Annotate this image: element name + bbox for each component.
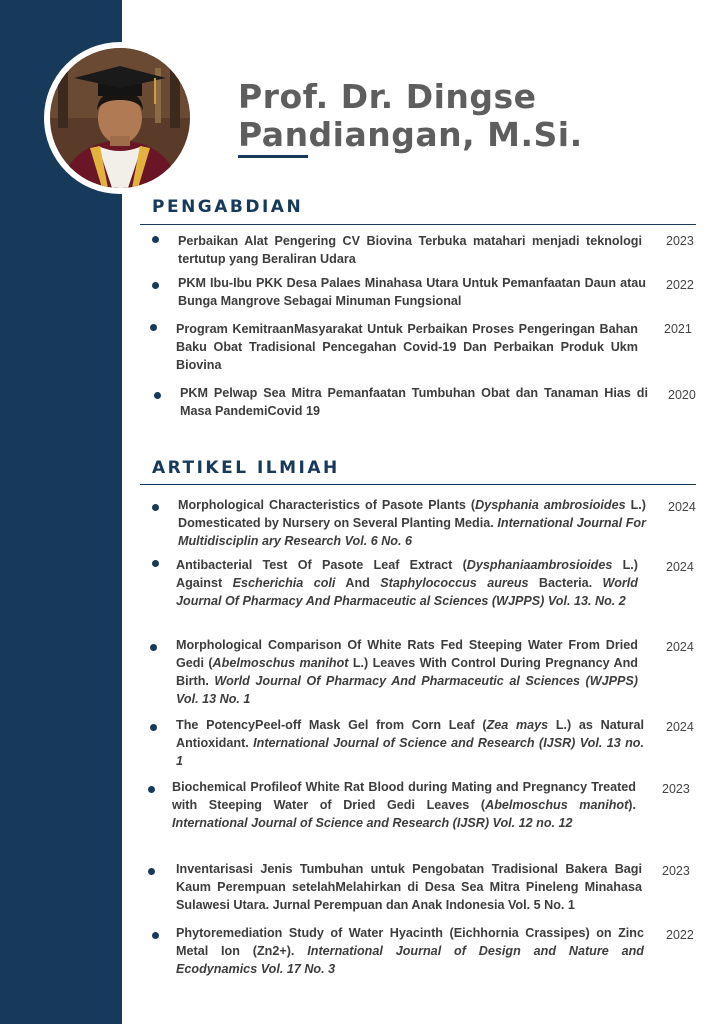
entry-text: Program KemitraanMasyarakat Untuk Perbaikan Proses Pengeringan Bahan Baku Obat Tradisional Pencegahan Covid-19 Dan Perbaikan Produk Ukm Biovina (176, 322, 638, 372)
section-divider (140, 484, 696, 485)
entry-year: 2023 (662, 782, 690, 796)
section-title-artikel: ARTIKEL ILMIAH (152, 458, 340, 478)
bullet-icon (148, 868, 155, 875)
name-line-1: Prof. Dr. Dingse (238, 77, 537, 116)
entry-text-run: Bacteria. (528, 576, 603, 590)
entry-text-italic: World Journal Of Pharmacy And Pharmaceutic al Sciences (WJPPS) Vol. 13. No. 2 (176, 576, 638, 608)
entry-year: 2024 (666, 560, 694, 574)
entry-text-run: L.) Domesticated by Nursery on Several Planting Media. (178, 498, 646, 530)
entry-text-italic: Escherichia coli (232, 576, 336, 590)
entry-year: 2023 (666, 234, 694, 248)
entry-year: 2022 (666, 278, 694, 292)
entry-text-run: The PotencyPeel-off Mask Gel from Corn Leaf ( (176, 718, 487, 732)
entry-text-italic: Abelmoschus manihot (485, 798, 629, 812)
entry-text-run: L.) as Natural Antioxidant. (176, 718, 644, 750)
entry-year: 2023 (662, 864, 690, 878)
entry-year: 2020 (668, 388, 696, 402)
entry-text (176, 556, 638, 610)
entry-text-italic: Dysphania ambrosioides (475, 498, 626, 512)
entry-text-run: Antibacterial Test Of Pasote Leaf Extract ( (176, 558, 467, 572)
entry-text-run: L.) Against (176, 558, 638, 590)
entry-text (172, 778, 636, 832)
entry-text-run: Morphological Comparison Of White Rats Fed Steeping Water From Dried Gedi ( (176, 638, 638, 670)
bullet-icon (152, 236, 159, 243)
bullet-icon (150, 324, 157, 331)
entry-text-run: And (335, 576, 381, 590)
entry-text-run: Phytoremediation Study of Water Hyacinth (Eichhornia Crassipes) on Zinc Metal Ion (Zn2+). (176, 926, 644, 958)
bullet-icon (148, 786, 155, 793)
profile-photo (50, 48, 190, 188)
entry-text (176, 924, 644, 978)
entry-text (178, 496, 646, 550)
entry-year: 2024 (666, 720, 694, 734)
entry-text-italic: Abelmoschus manihot (212, 656, 349, 670)
entry-text-italic: Zea mays (486, 718, 549, 732)
section-title-pengabdian: PENGABDIAN (152, 197, 304, 217)
bullet-icon (154, 392, 161, 399)
entry-text-run: Inventarisasi Jenis Tumbuhan untuk Pengobatan Tradisional Bakera Bagi Kaum Perempuan setelahMelahirkan di Desa Sea Mitra Pineleng Minahasa Sulawesi Utara. Jurnal Perempuan dan Anak Indonesia Vol. 5 No. 1 (176, 862, 642, 912)
bullet-icon (152, 932, 159, 939)
entry-text-run: Biochemical Profileof White Rat Blood during Mating and Pregnancy Treated with Steeping Water of Dried Gedi Leaves ( (172, 780, 636, 812)
entry-text-italic: International Journal For Multidisciplin ary Research Vol. 6 No. 6 (178, 516, 646, 548)
entry-year: 2024 (668, 500, 696, 514)
entry-year: 2021 (664, 322, 692, 336)
entry-text-run: L.) Leaves With Control During Pregnancy And Birth. (176, 656, 638, 688)
entry-text-run: ). (628, 798, 636, 812)
entry-year: 2022 (666, 928, 694, 942)
bullet-icon (152, 560, 159, 567)
bullet-icon (150, 724, 157, 731)
entry-text-italic: World Journal Of Pharmacy And Pharmaceutic al Sciences (WJPPS) Vol. 13 No. 1 (176, 674, 638, 706)
section-divider (140, 224, 696, 225)
entry-text-italic: International Journal of Science and Research (IJSR) Vol. 12 no. 12 (172, 816, 573, 830)
entry-text: Perbaikan Alat Pengering CV Biovina Terbuka matahari menjadi teknologi tertutup yang Beraliran Udara (178, 234, 642, 266)
entry-text-italic: International Journal of Design and Nature and Ecodynamics Vol. 17 No. 3 (176, 944, 644, 976)
entry-text (176, 636, 638, 708)
entry-text: PKM Ibu-Ibu PKK Desa Palaes Minahasa Utara Untuk Pemanfaatan Daun atau Bunga Mangrove Sebagai Minuman Fungsional (178, 276, 646, 308)
entry-text: PKM Pelwap Sea Mitra Pemanfaatan Tumbuhan Obat dan Tanaman Hias di Masa PandemiCovid 19 (180, 386, 648, 418)
name-underline (238, 155, 308, 158)
entry-text-italic: Staphylococcus aureus (380, 576, 529, 590)
entry-year: 2024 (666, 640, 694, 654)
bullet-icon (152, 504, 159, 511)
entry-text-italic: Dysphaniaambrosioides (466, 558, 613, 572)
profile-name (238, 78, 698, 154)
entry-text (176, 716, 644, 770)
entry-text (176, 860, 642, 914)
entry-text-italic: International Journal of Science and Research (IJSR) Vol. 13 no. 1 (176, 736, 644, 768)
name-line-2: Pandiangan, M.Si. (238, 115, 583, 154)
bullet-icon (152, 282, 159, 289)
bullet-icon (150, 644, 157, 651)
entry-text-run: Morphological Characteristics of Pasote Plants ( (178, 498, 476, 512)
